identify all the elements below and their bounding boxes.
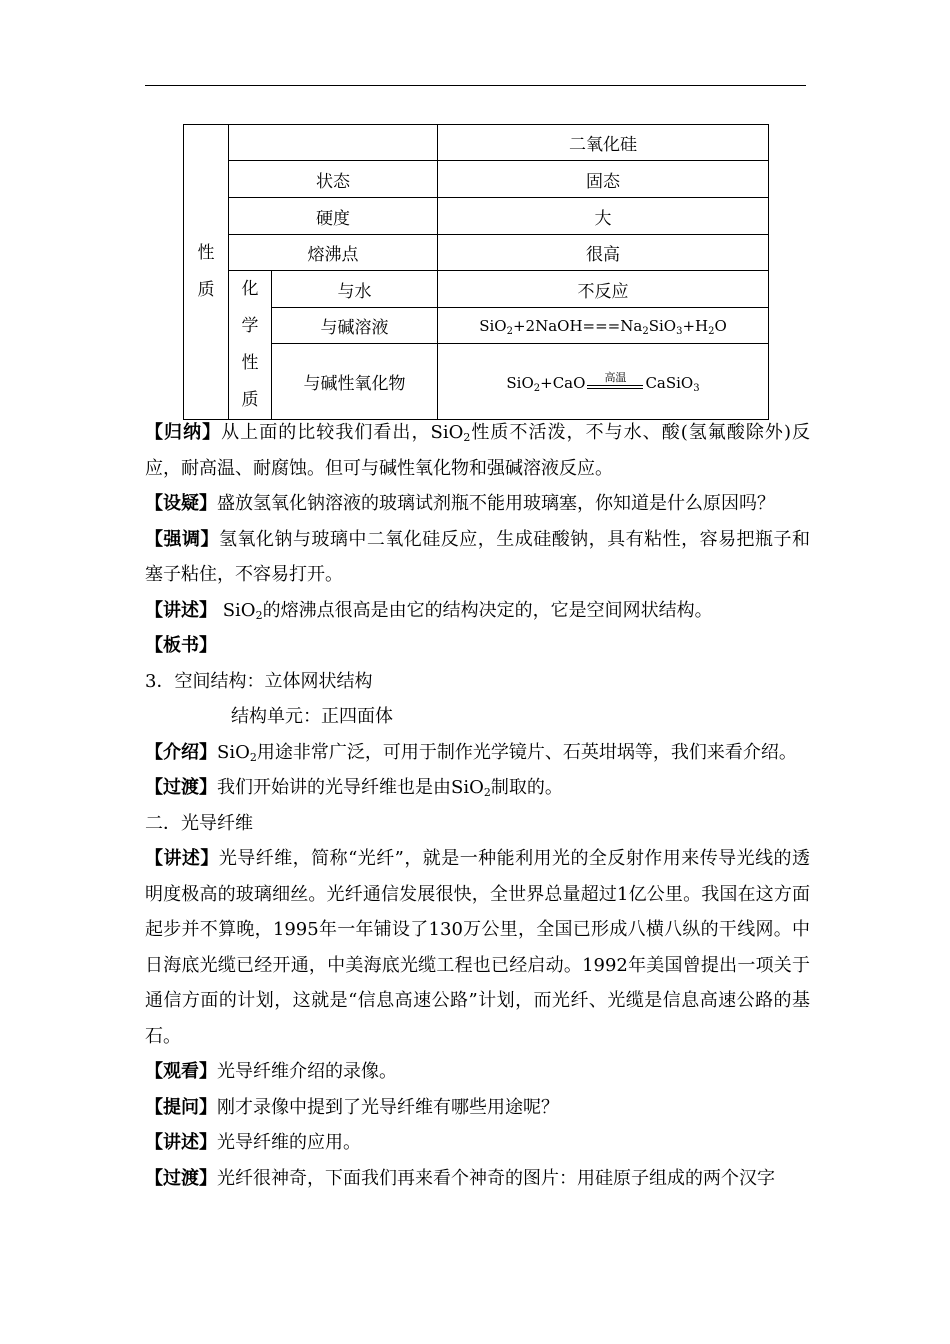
paragraph-fiber-lecture: 【讲述】光导纤维，简称“光纤”，就是一种能利用光的全反射作用来传导光线的透明度极高的玻璃细丝。光纤通信发展很快，全世界总量超过1亿公里。我国在这方面起步并不算晚，1995年一年铺设了130万公里，全国已形成八横八纵的干线网。中日海底光缆已经开通，中美海底光缆工程也已经启动。1992年美国曾提出一项关于通信方面的计划，这就是“信息高速公路”计划，而光纤、光缆是信息高速公路的基石。: [145, 848, 810, 1047]
group-label-char: 质: [197, 280, 215, 300]
row-label: 状态: [229, 161, 438, 198]
row-value: 大: [438, 198, 769, 235]
chem-label-char: 化: [241, 279, 259, 299]
paragraph-transition-2: 【过渡】光纤很神奇，下面我们再来看个神奇的图片：用硅原子组成的两个汉字: [145, 1167, 775, 1189]
chem-row-label: 与碱溶液: [272, 308, 438, 344]
paragraph-structure: 3．空间结构：立体网状结构: [145, 670, 373, 692]
formula-naoh: $SiO_2+2NaOH===Na_2SiO_3+H_2O$: [438, 308, 769, 344]
row-label: 硬度: [229, 198, 438, 235]
formula-cao: SiO$_2$+CaO 高温 CaSiO$_3$: [438, 344, 769, 420]
body-text: [145, 415, 810, 1196]
chem-label-char: 质: [241, 390, 259, 410]
paragraph-ask: 【提问】刚才录像中提到了光导纤维有哪些用途呢？: [145, 1096, 559, 1118]
paragraph-application: 【讲述】光导纤维的应用。: [145, 1132, 361, 1153]
chem-label-char: 性: [241, 353, 259, 373]
row-label: 熔沸点: [229, 235, 438, 271]
header-substance: 二氧化硅: [438, 125, 769, 161]
paragraph-transition: 【过渡】我们开始讲的光导纤维也是由SiO$_2$制取的。: [145, 777, 563, 799]
paragraph-summary: 【归纳】从上面的比较我们看出，SiO$_2$性质不活泼，不与水、酸(氢氟酸除外)反应，耐高温、耐腐蚀。但可与碱性氧化物和强碱溶液反应。: [145, 422, 811, 479]
paragraph-board: 【板书】: [145, 635, 217, 656]
section-heading: 二．光导纤维: [145, 812, 253, 834]
chem-label-char: 学: [241, 316, 259, 336]
row-value: 固态: [438, 161, 769, 198]
properties-table: [183, 124, 769, 420]
header-rule: [145, 85, 806, 86]
group-label-char: 性: [197, 243, 215, 263]
row-value: 很高: [438, 235, 769, 271]
chem-row-value: 不反应: [438, 271, 769, 308]
paragraph-unit: 结构单元：正四面体: [231, 706, 393, 727]
chem-label-cell: [229, 271, 272, 420]
paragraph-intro: 【介绍】SiO$_2$用途非常广泛，可用于制作光学镜片、石英坩埚等，我们来看介绍。: [145, 741, 797, 764]
chem-row-label: 与水: [272, 271, 438, 308]
header-empty-cell: [229, 125, 438, 161]
paragraph-lecture: 【讲述】 SiO$_2$的熔沸点很高是由它的结构决定的，它是空间网状结构。: [145, 599, 713, 622]
paragraph-emphasis: 【强调】氢氧化钠与玻璃中二氧化硅反应，生成硅酸钠，具有粘性，容易把瓶子和塞子粘住，不容易打开。: [145, 528, 811, 585]
chem-row-label: 与碱性氧化物: [272, 344, 438, 420]
group-label-cell: [184, 125, 229, 420]
paragraph-question: 【设疑】盛放氢氧化钠溶液的玻璃试剂瓶不能用玻璃塞，你知道是什么原因吗？: [145, 493, 775, 514]
reaction-condition: 高温: [587, 372, 643, 390]
paragraph-watch: 【观看】光导纤维介绍的录像。: [145, 1061, 397, 1082]
